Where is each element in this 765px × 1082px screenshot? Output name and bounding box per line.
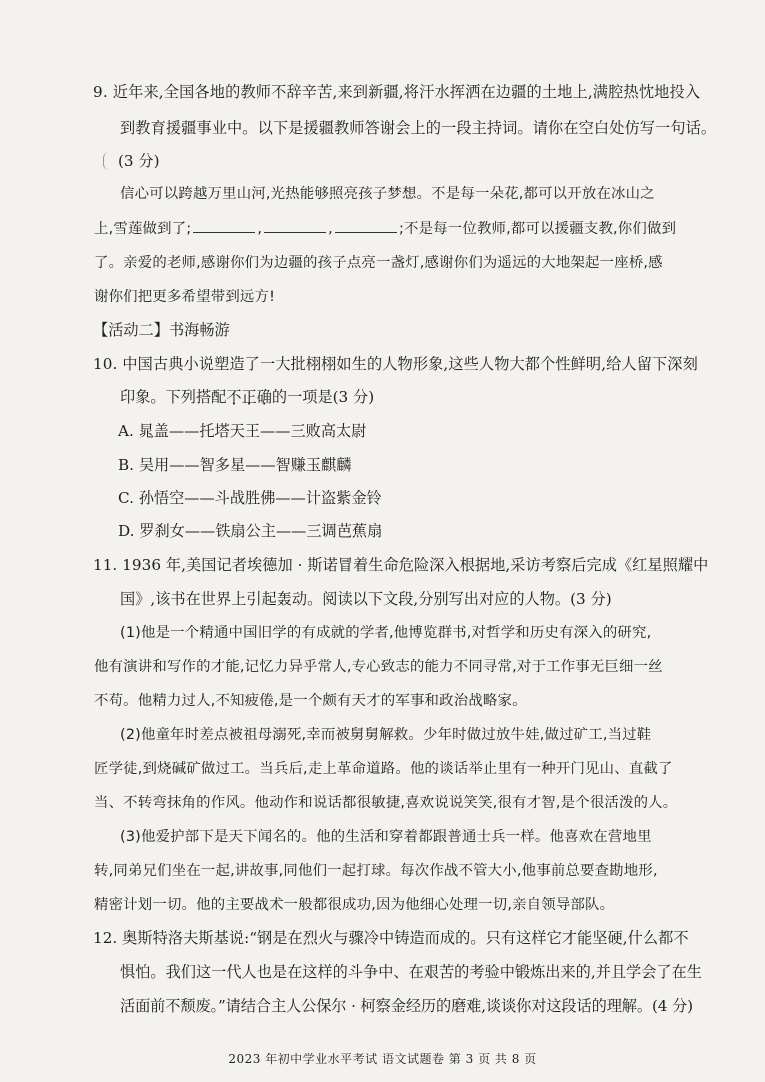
activity-2-heading: 【活动二】书海畅游 [93,321,230,339]
q9-passage-line-2 [94,218,676,239]
q10-line-2e: 的一项是(3 分) [271,388,375,406]
emphasis-char-3: 确 [256,388,272,406]
q11-para-1-line-2: 他有演讲和写作的才能,记忆力异乎常人,专心致志的能力不同寻常,对于工作事无巨细一丝 [94,659,663,675]
q10-option-b: B. 吴用——智多星——智赚玉麒麟 [118,456,352,474]
q10-line-2a: 印象。下列搭配 [120,388,227,406]
q9-passage-2a: 上,雪莲做到了; [94,221,192,237]
page-footer: 2023 年初中学业水平考试 语文试题卷 第 3 页 共 8 页 [228,1052,537,1066]
q9-passage-2b: , [257,221,263,237]
q9-passage-line-1: 信心可以跨越万里山河,光热能够照亮孩子梦想。不是每一朵花,都可以开放在冰山之 [120,186,655,202]
q11-para-2-line-3: 当、不转弯抹角的作风。他动作和说话都很敏捷,喜欢说说笑笑,很有才智,是个很活泼的人。 [94,795,678,811]
pencil-mark [103,152,114,170]
q9-line-1: 9. 近年来,全国各地的教师不辞辛苦,来到新疆,将汗水挥洒在边疆的土地上,满腔热忱地投入 [93,83,701,101]
q9-passage-2c: , [328,221,333,237]
q11-para-3-line-3: 精密计划一切。他的主要战术一般都很成功,因为他细心处理一切,亲自领导部队。 [94,897,615,913]
q11-line-2: 国》,该书在世界上引起轰动。阅读以下文段,分别写出对应的人物。(3 分) [120,590,612,608]
q12-line-2: 惧怕。我们这一代人也是在这样的斗争中、在艰苦的考验中锻炼出来的,并且学会了在生 [120,963,702,981]
q10-option-a: A. 晁盖——托塔天王——三败高太尉 [118,422,367,440]
q9-passage-line-3: 了。亲爱的老师,感谢你们为边疆的孩子点亮一盏灯,感谢你们为遥远的大地架起一座桥,感 [94,255,663,271]
q9-passage-2d: ;不是每一位教师,都可以援疆支教,你们做到 [398,221,677,237]
emphasis-char-2: 正 [241,388,257,406]
q11-para-1-line-3: 不苟。他精力过人,不知疲倦,是一个颇有天才的军事和政治战略家。 [94,693,527,709]
emphasis-char-1: 不 [226,388,242,406]
q12-line-3: 活面前不颓废。”请结合主人公保尔 · 柯察金经历的磨难,谈谈你对这段话的理解。(4 分) [120,997,693,1015]
answer-blank-1[interactable] [193,218,255,233]
q11-para-3-line-1: (3)他爱护部下是天下闻名的。他的生活和穿着都跟普通士兵一样。他喜欢在营地里 [120,829,652,845]
q9-passage-line-4: 谢你们把更多希望带到远方! [94,289,276,305]
q11-para-2-line-2: 匠学徒,到烧碱矿做过工。当兵后,走上革命道路。他的谈话举止里有一种开门见山、直截了 [94,761,673,777]
q11-para-3-line-2: 转,同弟兄们坐在一起,讲故事,同他们一起打球。每次作战不管大小,他事前总要查勘地形, [94,863,658,879]
q10-line-1: 10. 中国古典小说塑造了一大批栩栩如生的人物形象,这些人物大都个性鲜明,给人留下深刻 [93,355,698,373]
q9-line-2: 到教育援疆事业中。以下是援疆教师答谢会上的一段主持词。请你在空白处仿写一句话。 [120,119,717,137]
answer-blank-2[interactable] [264,218,326,233]
q10-option-c: C. 孙悟空——斗战胜佛——计盗紫金铃 [118,489,382,507]
q12-line-1: 12. 奥斯特洛夫斯基说:“钢是在烈火与骤冷中铸造而成的。只有这样它才能坚硬,什么都不 [93,929,689,947]
q9-score: (3 分) [118,152,160,170]
q11-para-1-line-1: (1)他是一个精通中国旧学的有成就的学者,他博览群书,对哲学和历史有深入的研究, [120,625,652,641]
answer-blank-3[interactable] [335,218,397,233]
q11-para-2-line-1: (2)他童年时差点被祖母溺死,幸而被舅舅解救。少年时做过放牛娃,做过矿工,当过鞋 [120,727,652,743]
q11-line-1: 11. 1936 年,美国记者埃德加 · 斯诺冒着生命危险深入根据地,采访考察后完成《红星照耀中 [93,556,709,574]
q10-line-2 [120,387,374,407]
q10-option-d: D. 罗刹女——铁扇公主——三调芭蕉扇 [118,522,383,540]
